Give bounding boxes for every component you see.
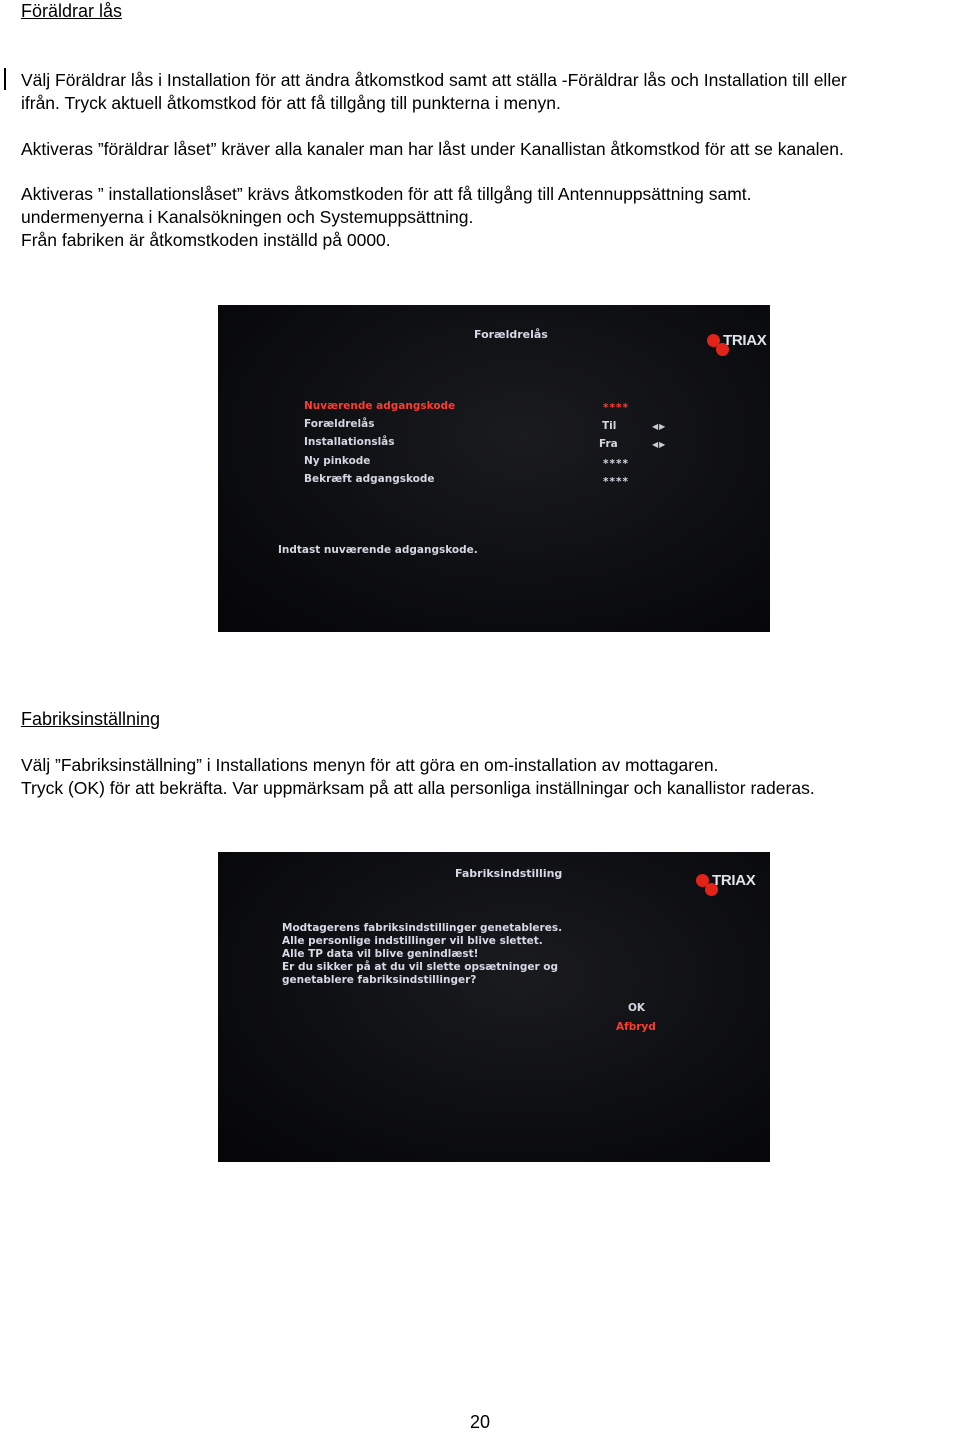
paragraph-parental-lock: Aktiveras ”föräldrar låset” kräver alla kanaler man har låst under Kanallistan åtkomstkod för att se kanalen.	[21, 139, 844, 159]
page-number: 20	[469, 1412, 491, 1432]
screen-title: Fabriksindstilling	[455, 867, 563, 880]
menu-item-new-pin[interactable]: Ny pinkode	[304, 455, 371, 467]
value-parental-lock: Til	[602, 420, 617, 432]
confirmation-message	[282, 922, 562, 987]
text-line: ifrån. Tryck aktuell åtkomstkod för att få tillgång till punkterna i menyn.	[21, 93, 561, 113]
message-line: Modtagerens fabriksindstillinger genetableres.	[282, 922, 563, 934]
paragraph-installation-lock	[21, 183, 954, 252]
change-bar	[4, 68, 6, 90]
logo-text: TRIAX	[712, 872, 756, 889]
menu-item-current-code[interactable]: Nuværende adgangskode	[304, 400, 456, 412]
message-line: genetablere fabriksindstillinger?	[282, 974, 477, 986]
paragraph-factory-reset	[21, 754, 954, 800]
value-installation-lock: Fra	[599, 438, 618, 450]
message-line: Alle TP data vil blive genindlæst!	[282, 948, 479, 960]
section-heading-foraldrar-las: Föräldrar lås	[21, 1, 123, 21]
text-line: Välj Föräldrar lås i Installation för att ändra åtkomstkod samt att ställa -Föräldrar lås och Installation till eller	[21, 70, 847, 90]
ok-button[interactable]: OK	[628, 1002, 646, 1014]
value-confirm-code: ****	[603, 476, 629, 488]
text-line: Från fabriken är åtkomstkoden inställd på 0000.	[21, 230, 391, 250]
text-line: Aktiveras ” installationslåset” krävs åtkomstkoden för att få tillgång till Antennuppsättning samt.	[21, 184, 752, 204]
section-heading-fabriksinstallning: Fabriksinställning	[21, 709, 161, 729]
text-line: Tryck (OK) för att bekräfta. Var uppmärksam på att alla personliga inställningar och kanallistor raderas.	[21, 778, 815, 798]
text-line: Välj ”Fabriksinställning” i Installations menyn för att göra en om-installation av mottagaren.	[21, 755, 719, 775]
screen-title: Forældrelås	[474, 328, 548, 341]
logo-text: TRIAX	[723, 332, 767, 349]
text-line: undermenyerna i Kanalsökningen och Systemuppsättning.	[21, 207, 474, 227]
menu-item-installation-lock[interactable]: Installationslås	[304, 436, 395, 448]
menu-item-confirm-code[interactable]: Bekræft adgangskode	[304, 473, 435, 485]
tv-screenshot-parental-lock	[218, 305, 770, 632]
triax-logo	[696, 872, 766, 898]
message-line: Er du sikker på at du vil slette opsætninger og	[282, 961, 559, 973]
paragraph-intro	[21, 69, 954, 115]
value-current-code: ****	[603, 402, 629, 414]
left-right-arrows-icon[interactable]: ◀▶	[652, 440, 667, 449]
left-right-arrows-icon[interactable]: ◀▶	[652, 422, 667, 431]
tv-screenshot-factory-reset	[218, 852, 770, 1162]
triax-logo	[707, 332, 770, 358]
menu-item-parental-lock[interactable]: Forældrelås	[304, 418, 375, 430]
message-line: Alle personlige indstillinger vil blive slettet.	[282, 935, 543, 947]
cancel-button[interactable]: Afbryd	[616, 1021, 656, 1033]
hint-text: Indtast nuværende adgangskode.	[278, 544, 478, 556]
value-new-pin: ****	[603, 458, 629, 470]
